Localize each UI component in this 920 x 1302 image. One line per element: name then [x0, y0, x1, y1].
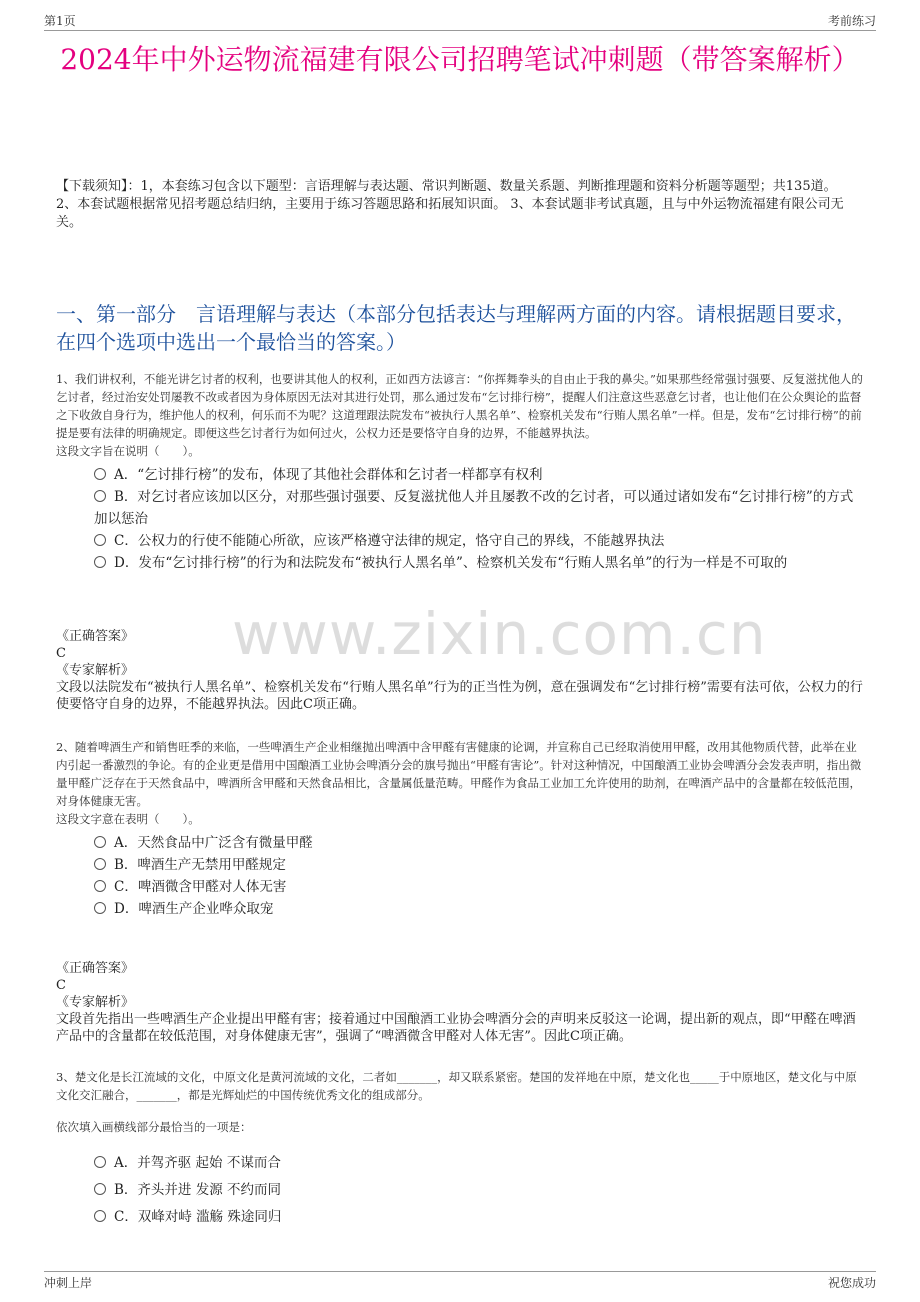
radio-icon[interactable]	[94, 902, 106, 914]
option-a[interactable]: A．天然食品中广泛含有微量甲醛	[94, 832, 864, 854]
question-text: 1、我们讲权利，不能光讲乞讨者的权利，也要讲其他人的权利，正如西方法谚言：“你挥舞拳头的自由止于我的鼻尖。”如果那些经常强讨强要、反复滋扰他人的乞讨者，经过治安处罚屡教不改或者因为身体原因无法对其进行处罚，那么通过发布“乞讨排行榜”，提醒人们注意这些恶意乞讨者，也让他们在公众舆论的监督之下收敛自身行为，维护他人的权利，何乐而不为呢？这道理跟法院发布“被执行人黑名单”、检察机关发布“行贿人黑名单”一样。但是，发布“乞讨排行榜”的前提是要有法律的明确规定。即便这些乞讨者行为如何过火，公权力还是要恪守自身的边界，不能越界执法。	[56, 372, 863, 440]
document-title: 2024年中外运物流福建有限公司招聘笔试冲刺题（带答案解析）	[60, 43, 860, 76]
option-d[interactable]: D．啤酒生产企业哗众取宠	[94, 898, 864, 920]
download-notice: 【下载须知】：1，本套练习包含以下题型：言语理解与表达题、常识判断题、数量关系题、判断推理题和资料分析题等题型；共135道。 2、本套试题根据常见招考题总结归纳，主要用于练习答题思路和拓展知识面。 3、本套试题非考试真题，且与中外运物流福建有限公司无关。	[56, 179, 844, 230]
answer-1	[56, 628, 864, 713]
question-prompt: 这段文字意在表明（ ）。	[56, 812, 200, 826]
section-heading: 一、第一部分 言语理解与表达（本部分包括表达与理解两方面的内容。请根据题目要求，在四个选项中选出一个最恰当的答案。）	[56, 302, 856, 354]
option-c[interactable]: C．双峰对峙 滥觞 殊途同归	[94, 1204, 864, 1231]
page-number: 第1页	[44, 14, 76, 28]
option-c[interactable]: C．公权力的行使不能随心所欲，应该严格遵守法律的规定，恪守自己的界线，不能越界执法	[94, 530, 864, 552]
question-1	[56, 370, 864, 574]
answer-label: 《正确答案》	[56, 629, 135, 644]
analysis-label: 《专家解析》	[56, 663, 135, 678]
radio-icon[interactable]	[94, 1210, 106, 1222]
radio-icon[interactable]	[94, 534, 106, 546]
analysis-text: 文段首先指出一些啤酒生产企业提出甲醛有害；接着通过中国酿酒工业协会啤酒分会的声明来反驳这一论调，提出新的观点，即“甲醛在啤酒产品中的含量都在较低范围，对身体健康无害”，强调了“啤酒微含甲醛对人体无害”。因此C项正确。	[56, 1012, 856, 1044]
footer-left: 冲刺上岸	[44, 1276, 93, 1290]
radio-icon[interactable]	[94, 556, 106, 568]
analysis-label: 《专家解析》	[56, 995, 135, 1010]
radio-icon[interactable]	[94, 858, 106, 870]
page-header	[44, 12, 876, 31]
radio-icon[interactable]	[94, 490, 106, 502]
option-b[interactable]: B．对乞讨者应该加以区分，对那些强讨强要、反复滋扰他人并且屡教不改的乞讨者，可以通过诸如发布“乞讨排行榜”的方式加以惩治	[94, 489, 854, 527]
question-prompt: 依次填入画横线部分最恰当的一项是：	[56, 1120, 252, 1134]
answer-2	[56, 960, 864, 1045]
question-2	[56, 738, 864, 920]
analysis-text: 文段以法院发布“被执行人黑名单”、检察机关发布“行贿人黑名单”行为的正当性为例，意在强调发布“乞讨排行榜”需要有法可依，公权力的行使要恪守自身的边界，不能越界执法。因此C项正确。	[56, 680, 863, 712]
option-a[interactable]: A．并驾齐驱 起始 不谋而合	[94, 1150, 864, 1177]
watermark: www.zixin.com.cn	[232, 600, 767, 668]
radio-icon[interactable]	[94, 836, 106, 848]
radio-icon[interactable]	[94, 880, 106, 892]
option-b[interactable]: B．啤酒生产无禁用甲醛规定	[94, 854, 864, 876]
footer-right: 祝您成功	[827, 1276, 876, 1290]
option-b[interactable]: B．齐头并进 发源 不约而同	[94, 1177, 864, 1204]
option-a[interactable]: A．“乞讨排行榜”的发布，体现了其他社会群体和乞讨者一样都享有权利	[94, 464, 864, 486]
question-3	[56, 1068, 864, 1231]
page-footer	[44, 1271, 876, 1291]
option-c[interactable]: C．啤酒微含甲醛对人体无害	[94, 876, 864, 898]
header-tag: 考前练习	[827, 14, 876, 28]
answer-value: C	[56, 978, 66, 993]
radio-icon[interactable]	[94, 1156, 106, 1168]
radio-icon[interactable]	[94, 468, 106, 480]
radio-icon[interactable]	[94, 1183, 106, 1195]
question-text: 3、楚文化是长江流域的文化，中原文化是黄河流域的文化，二者如_______，却又联系紧密。楚国的发祥地在中原，楚文化也_____于中原地区，楚文化与中原文化交汇融合，_______，都是光辉灿烂的中国传统优秀文化的组成部分。	[56, 1070, 857, 1102]
question-text: 2、随着啤酒生产和销售旺季的来临，一些啤酒生产企业相继抛出啤酒中含甲醛有害健康的论调，并宣称自己已经取消使用甲醛，改用其他物质代替，此举在业内引起一番激烈的争论。有的企业更是借用中国酿酒工业协会啤酒分会的旗号抛出“甲醛有害论”。针对这种情况，中国酿酒工业协会啤酒分会发表声明，指出微量甲醛广泛存在于天然食品中，啤酒所含甲醛和天然食品相比，含量属低量范畴。甲醛作为食品工业加工允许使用的助剂，在啤酒产品中的含量都在较低范围，对身体健康无害。	[56, 740, 862, 808]
question-prompt: 这段文字旨在说明（ ）。	[56, 444, 200, 458]
answer-value: C	[56, 646, 66, 661]
option-d[interactable]: D．发布“乞讨排行榜”的行为和法院发布“被执行人黑名单”、检察机关发布“行贿人黑名单”的行为一样是不可取的	[94, 552, 864, 574]
answer-label: 《正确答案》	[56, 961, 135, 976]
